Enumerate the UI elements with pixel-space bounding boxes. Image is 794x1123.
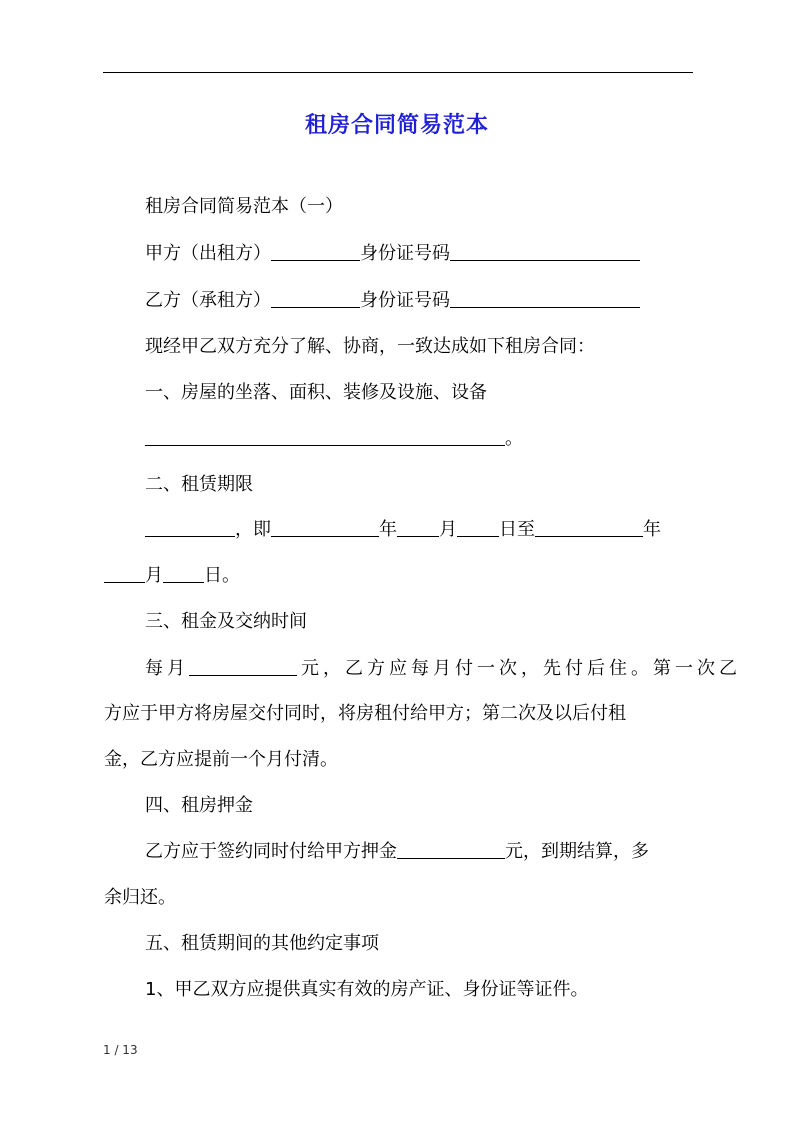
start-month-label: 月	[439, 519, 457, 540]
intro-line	[104, 335, 737, 359]
start-day-blank[interactable]	[457, 518, 499, 537]
item-1-text: 1、甲乙双方应提供真实有效的房产证、身份证等证件。	[145, 979, 589, 1000]
clause1-fill-line	[104, 427, 737, 451]
clause5-heading	[104, 932, 737, 956]
deposit-line-1	[104, 840, 737, 864]
party-a-label: 甲方（出租方）	[145, 243, 271, 264]
clause1-heading-text: 一、房屋的坐落、面积、装修及设施、设备	[145, 382, 487, 403]
intro-text: 现经甲乙双方充分了解、协商，一致达成如下租房合同：	[145, 336, 595, 357]
clause1-end: 。	[505, 428, 523, 449]
clause4-heading	[104, 794, 737, 818]
clause1-heading	[104, 381, 737, 405]
party-b-label: 乙方（承租方）	[145, 290, 271, 311]
clause3-heading-text: 三、租金及交纳时间	[145, 611, 307, 632]
clause4-heading-text: 四、租房押金	[145, 795, 253, 816]
clause2-heading-text: 二、租赁期限	[145, 474, 253, 495]
party-b-id-blank[interactable]	[450, 289, 640, 308]
clause2-heading	[104, 473, 737, 497]
section-title-text: 租房合同简易范本（一）	[145, 196, 343, 217]
header-rule	[103, 72, 693, 73]
rent-prefix: 每月	[145, 658, 189, 679]
term-line	[104, 518, 737, 542]
party-a-name-blank[interactable]	[271, 242, 360, 261]
deposit-amount-blank[interactable]	[397, 840, 505, 859]
start-year-blank[interactable]	[271, 518, 379, 537]
item-1	[104, 978, 737, 1002]
term-line-2	[104, 564, 696, 588]
end-month-label: 月	[145, 565, 163, 586]
page-number: 1 / 13	[103, 1043, 138, 1057]
rent-line-3-text: 金，乙方应提前一个月付清。	[104, 749, 338, 770]
deposit-line-2	[104, 886, 696, 910]
start-day-to-label: 日至	[499, 519, 535, 540]
deposit-line-2-text: 余归还。	[104, 887, 176, 908]
start-month-blank[interactable]	[397, 518, 439, 537]
rent-line-1	[104, 657, 737, 681]
end-day-label: 日。	[204, 565, 240, 586]
end-year-blank[interactable]	[535, 518, 643, 537]
party-a-id-blank[interactable]	[450, 242, 640, 261]
rent-suffix: 元，乙方应每月付一次，先付后住。第一次乙	[297, 658, 737, 679]
deposit-prefix: 乙方应于签约同时付给甲方押金	[145, 841, 397, 862]
rent-line-2	[104, 702, 696, 726]
end-day-blank[interactable]	[163, 564, 204, 583]
party-a-id-label: 身份证号码	[360, 243, 450, 264]
clause3-heading	[104, 610, 737, 634]
property-details-blank[interactable]	[145, 427, 505, 446]
deposit-suffix: 元，到期结算，多	[505, 841, 649, 862]
party-a-line	[104, 242, 737, 266]
rent-line-3	[104, 748, 696, 772]
party-b-line	[104, 289, 737, 313]
section-title	[104, 195, 737, 219]
term-length-blank[interactable]	[145, 518, 235, 537]
party-b-name-blank[interactable]	[271, 289, 360, 308]
rent-line-2-text: 方应于甲方将房屋交付同时，将房租付给甲方；第二次及以后付租	[104, 703, 626, 724]
clause5-heading-text: 五、租赁期间的其他约定事项	[145, 933, 379, 954]
monthly-rent-blank[interactable]	[189, 657, 297, 676]
document-title: 租房合同简易范本	[304, 113, 489, 138]
end-year-label: 年	[643, 519, 661, 540]
start-year-label: 年	[379, 519, 397, 540]
party-b-id-label: 身份证号码	[360, 290, 450, 311]
end-month-blank[interactable]	[104, 564, 145, 583]
term-ie: ，即	[235, 519, 271, 540]
